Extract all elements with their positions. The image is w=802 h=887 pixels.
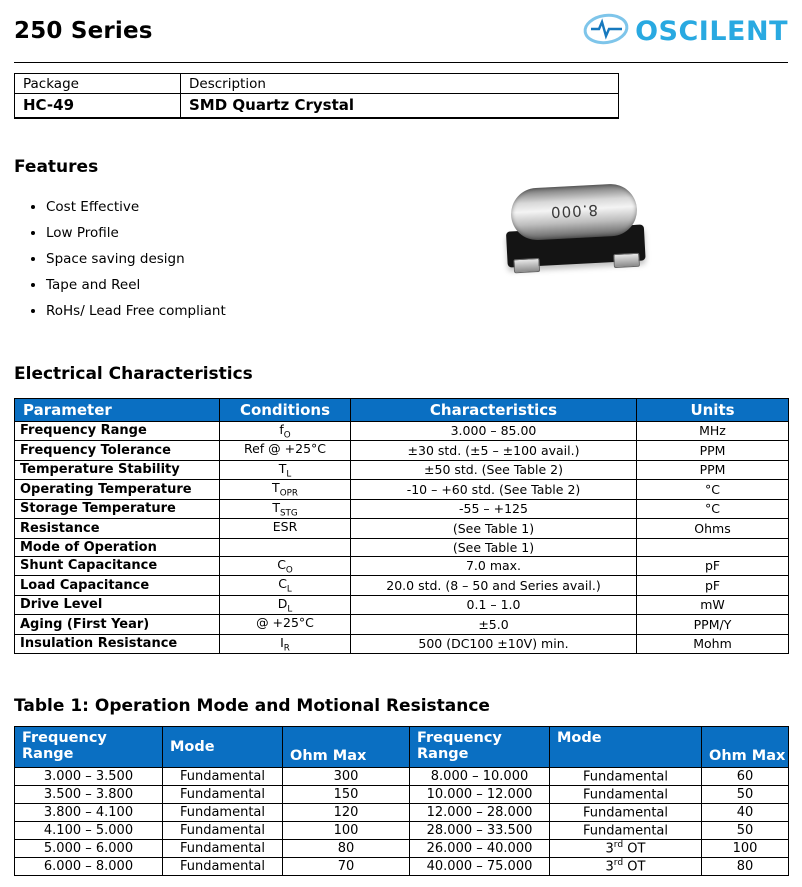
mode-cell: Fundamental [163,858,283,876]
freq-range-cell: 40.000 – 75.000 [410,858,550,876]
ohm-max-cell: 80 [702,858,789,876]
characteristics-cell: -10 – +60 std. (See Table 2) [351,480,637,500]
freq-range-cell: 3.800 – 4.100 [15,804,163,822]
units-cell: MHz [637,421,789,441]
characteristics-cell: (See Table 1) [351,538,637,556]
parameter-cell: Frequency Tolerance [15,441,220,461]
page-title: 250 Series [14,18,153,44]
mode-cell: Fundamental [163,786,283,804]
parameter-header-cell: Parameter [15,398,220,421]
ohm-max-cell: 50 [702,822,789,840]
table-row [15,480,789,500]
parameter-cell: Load Capacitance [15,576,220,596]
table-row [15,615,789,635]
table-row [15,595,789,615]
freq-range-cell: 6.000 – 8.000 [15,858,163,876]
ohm-max-cell: 70 [283,858,410,876]
conditions-cell: ESR [220,519,351,539]
characteristics-cell: 3.000 – 85.00 [351,421,637,441]
ohm-max-header-cell: Ohm Max [283,727,410,768]
ohm-max-cell: 80 [283,840,410,858]
solder-pad [513,258,540,273]
table-row [15,768,789,786]
conditions-cell: $D_L$ [220,595,351,615]
features-heading: Features [14,156,99,177]
operation-mode-table [14,726,789,876]
company-logo [582,12,788,50]
freq-range-cell: 4.100 – 5.000 [15,822,163,840]
ohm-max-cell: 100 [702,840,789,858]
mode-cell: Fundamental [550,768,702,786]
features-list [14,199,788,320]
parameter-cell: Shunt Capacitance [15,556,220,576]
freq-range-cell: 28.000 – 33.500 [410,822,550,840]
parameter-cell: Drive Level [15,595,220,615]
table-row [15,460,789,480]
characteristics-cell: ±5.0 [351,615,637,635]
parameter-cell: Insulation Resistance [15,634,220,654]
characteristics-cell: 20.0 std. (8 – 50 and Series avail.) [351,576,637,596]
mode-cell: Fundamental [163,822,283,840]
electrical-heading: Electrical Characteristics [14,363,253,384]
freq-range-cell: 10.000 – 12.000 [410,786,550,804]
ohm-max-cell: 120 [283,804,410,822]
table-row [15,634,789,654]
table-row [15,421,789,441]
freq-range-cell: 26.000 – 40.000 [410,840,550,858]
characteristics-cell: ±50 std. (See Table 2) [351,460,637,480]
table-header-row [15,398,789,421]
ohm-max-cell: 60 [702,768,789,786]
units-cell: °C [637,480,789,500]
mode-cell: Fundamental [163,840,283,858]
ohm-max-header-cell: Ohm Max [702,727,789,768]
crystal-metal-can [510,183,639,242]
package-table [14,73,619,119]
conditions-cell: $I_R$ [220,634,351,654]
freq-range-header-cell: Frequency Range [410,727,550,768]
feature-item: • Space saving design [46,251,788,268]
ohm-max-cell: 40 [702,804,789,822]
table-row [15,804,789,822]
table-row [15,786,789,804]
freq-range-cell: 8.000 – 10.000 [410,768,550,786]
mode-cell: Fundamental [550,804,702,822]
conditions-cell: $T_{STG}$ [220,499,351,519]
solder-pad [613,253,640,268]
characteristics-cell: (See Table 1) [351,519,637,539]
logo-wordmark: OSCILENT [635,15,788,47]
feature-item: • Cost Effective [46,199,788,216]
characteristics-cell: 0.1 – 1.0 [351,595,637,615]
mode-header-cell: Mode [163,727,283,768]
parameter-cell: Temperature Stability [15,460,220,480]
crystal-frequency-marking: 8.000 [549,200,599,222]
mode-cell: 3rd OT [550,858,702,876]
conditions-cell: $f_O$ [220,421,351,441]
description-value-cell: SMD Quartz Crystal [181,94,619,118]
ohm-max-cell: 100 [283,822,410,840]
package-value-cell: HC-49 [15,94,181,118]
conditions-cell: $C_O$ [220,556,351,576]
conditions-cell: $T_L$ [220,460,351,480]
table-row [15,74,619,94]
conditions-cell [220,538,351,556]
units-cell: PPM [637,441,789,461]
parameter-cell: Operating Temperature [15,480,220,500]
feature-item: • RoHs/ Lead Free compliant [46,303,788,320]
feature-item: • Tape and Reel [46,277,788,294]
conditions-cell: $T_{OPR}$ [220,480,351,500]
ohm-max-cell: 50 [702,786,789,804]
units-cell: °C [637,499,789,519]
mode-cell: 3rd OT [550,840,702,858]
feature-item: • Low Profile [46,225,788,242]
parameter-cell: Resistance [15,519,220,539]
table1-heading: Table 1: Operation Mode and Motional Resistance [14,696,490,716]
page-header [14,12,788,58]
units-cell: mW [637,595,789,615]
parameter-cell: Aging (First Year) [15,615,220,635]
ohm-max-cell: 150 [283,786,410,804]
table-row [15,94,619,118]
characteristics-cell: -55 – +125 [351,499,637,519]
units-cell [637,538,789,556]
units-cell: PPM/Y [637,615,789,635]
table-row [15,858,789,876]
units-cell: Mohm [637,634,789,654]
mode-cell: Fundamental [163,768,283,786]
freq-range-cell: 5.000 – 6.000 [15,840,163,858]
units-cell: Ohms [637,519,789,539]
freq-range-cell: 12.000 – 28.000 [410,804,550,822]
table-row [15,499,789,519]
parameter-cell: Frequency Range [15,421,220,441]
freq-range-cell: 3.000 – 3.500 [15,768,163,786]
table-row [15,441,789,461]
characteristics-cell: ±30 std. (±5 – ±100 avail.) [351,441,637,461]
description-header-cell: Description [181,74,619,94]
ohm-max-cell: 300 [283,768,410,786]
electrical-characteristics-table [14,398,789,655]
package-header-cell: Package [15,74,181,94]
table-header-row [15,727,789,768]
mode-cell: Fundamental [550,822,702,840]
conditions-cell: Ref @ +25°C [220,441,351,461]
parameter-cell: Mode of Operation [15,538,220,556]
units-cell: pF [637,576,789,596]
crystal-product-photo [490,170,662,292]
table-row [15,538,789,556]
mode-cell: Fundamental [163,804,283,822]
table-row [15,556,789,576]
characteristics-header-cell: Characteristics [351,398,637,421]
characteristics-cell: 7.0 max. [351,556,637,576]
units-cell: pF [637,556,789,576]
table-row [15,519,789,539]
table-row [15,576,789,596]
units-cell: PPM [637,460,789,480]
header-divider [14,62,788,63]
freq-range-cell: 3.500 – 3.800 [15,786,163,804]
units-header-cell: Units [637,398,789,421]
conditions-cell: $C_L$ [220,576,351,596]
conditions-cell: @ +25°C [220,615,351,635]
table-row [15,822,789,840]
conditions-header-cell: Conditions [220,398,351,421]
freq-range-header-cell: Frequency Range [15,727,163,768]
characteristics-cell: 500 (DC100 ±10V) min. [351,634,637,654]
mode-header-cell: Mode [550,727,702,768]
mode-cell: Fundamental [550,786,702,804]
parameter-cell: Storage Temperature [15,499,220,519]
waveform-ellipse-icon [582,12,630,50]
table-row [15,840,789,858]
